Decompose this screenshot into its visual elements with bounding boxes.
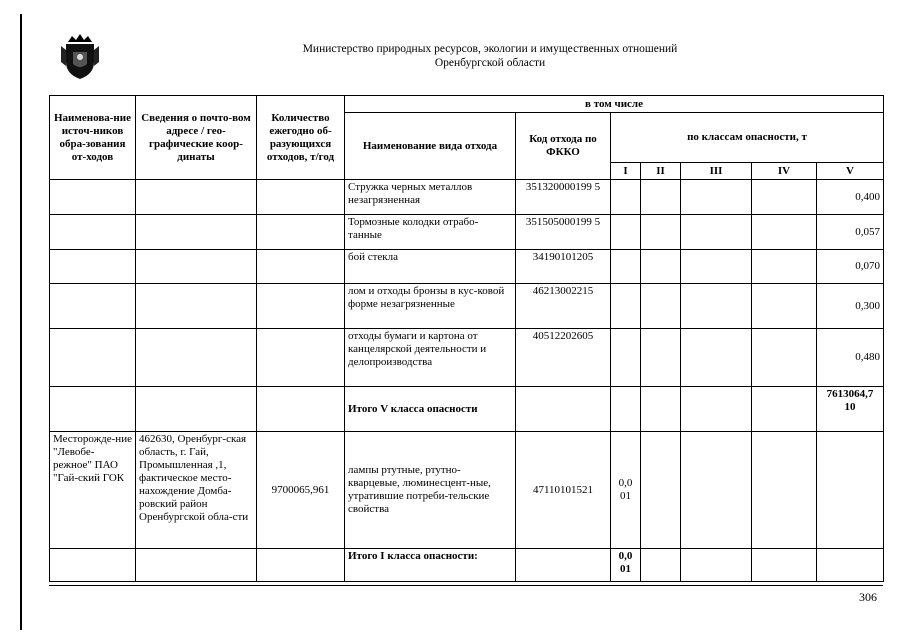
class-v-cell: 0,480 bbox=[817, 329, 884, 387]
waste-code-cell: 46213002215 bbox=[516, 284, 611, 329]
header-class-i: I bbox=[611, 163, 641, 180]
waste-code-cell: 47110101521 bbox=[516, 432, 611, 549]
table-row bbox=[50, 215, 884, 250]
header-source-name: Наименова-ние источ-ников обра-зования от-ходов bbox=[50, 96, 136, 180]
table-row bbox=[50, 387, 884, 432]
waste-name-cell: Тормозные колодки отрабо-танные bbox=[345, 215, 516, 250]
header-waste-name: Наименование вида отхода bbox=[345, 113, 516, 180]
table-row bbox=[50, 284, 884, 329]
header-line-2: Оренбургской области bbox=[434, 57, 546, 69]
table-row bbox=[50, 250, 884, 284]
address-cell: 462630, Оренбург-ская область, г. Гай, Промышленная ,1, фактическое место-нахождение Домба-ровский район Оренбургской обла-сти bbox=[136, 432, 257, 549]
class-v-cell: 0,070 bbox=[817, 250, 884, 284]
class-v-total-label: Итого V класса опасности bbox=[345, 387, 516, 432]
waste-name-cell: отходы бумаги и картона от канцелярской деятельности и делопроизводства bbox=[345, 329, 516, 387]
header-class-v: V bbox=[817, 163, 884, 180]
header-class-iii: III bbox=[681, 163, 752, 180]
waste-code-cell: 34190101205 bbox=[516, 250, 611, 284]
page-edge-line bbox=[20, 14, 22, 630]
ministry-header bbox=[200, 42, 780, 70]
class-v-cell: 0,300 bbox=[817, 284, 884, 329]
class-i-total-label: Итого I класса опасности: bbox=[345, 549, 516, 582]
page-number: 306 bbox=[859, 590, 877, 604]
coat-of-arms-icon bbox=[58, 32, 102, 80]
header-class-iv: IV bbox=[752, 163, 817, 180]
table-row bbox=[50, 432, 884, 549]
header-including: в том числе bbox=[345, 96, 884, 113]
waste-code-cell: 40512202605 bbox=[516, 329, 611, 387]
waste-name-cell: лом и отходы бронзы в кус-ковой форме незагрязненные bbox=[345, 284, 516, 329]
header-class-ii: II bbox=[641, 163, 681, 180]
class-v-total-value: 7613064,7 10 bbox=[817, 387, 884, 432]
waste-name-cell: Стружка черных металлов незагрязненная bbox=[345, 180, 516, 215]
table-row bbox=[50, 549, 884, 582]
waste-name-cell: бой стекла bbox=[345, 250, 516, 284]
waste-code-cell: 351505000199 5 bbox=[516, 215, 611, 250]
waste-table bbox=[49, 95, 884, 582]
header-fkko-code: Код отхода по ФККО bbox=[516, 113, 611, 180]
table-row bbox=[50, 180, 884, 215]
quantity-cell: 9700065,961 bbox=[257, 432, 345, 549]
header-hazard-classes: по классам опасности, т bbox=[611, 113, 884, 163]
header-address: Сведения о почто-вом адресе / гео-графические коор-динаты bbox=[136, 96, 257, 180]
table-row bbox=[50, 329, 884, 387]
class-i-total-value: 0,0 01 bbox=[611, 549, 641, 582]
source-name-cell: Месторожде-ние "Левобе-режное" ПАО "Гай-ский ГОК bbox=[50, 432, 136, 549]
class-v-cell: 0,400 bbox=[817, 180, 884, 215]
class-v-cell: 0,057 bbox=[817, 215, 884, 250]
header-line-1: Министерство природных ресурсов, экологии и имущественных отношений bbox=[302, 43, 678, 55]
header-quantity: Количество ежегодно об-разующихся отходов, т/год bbox=[257, 96, 345, 180]
bottom-rule bbox=[49, 585, 883, 586]
waste-name-cell: лампы ртутные, ртутно-кварцевые, люминесцент-ные, утратившие потреби-тельские свойства bbox=[345, 432, 516, 549]
class-i-cell: 0,0 01 bbox=[611, 432, 641, 549]
waste-code-cell: 351320000199 5 bbox=[516, 180, 611, 215]
